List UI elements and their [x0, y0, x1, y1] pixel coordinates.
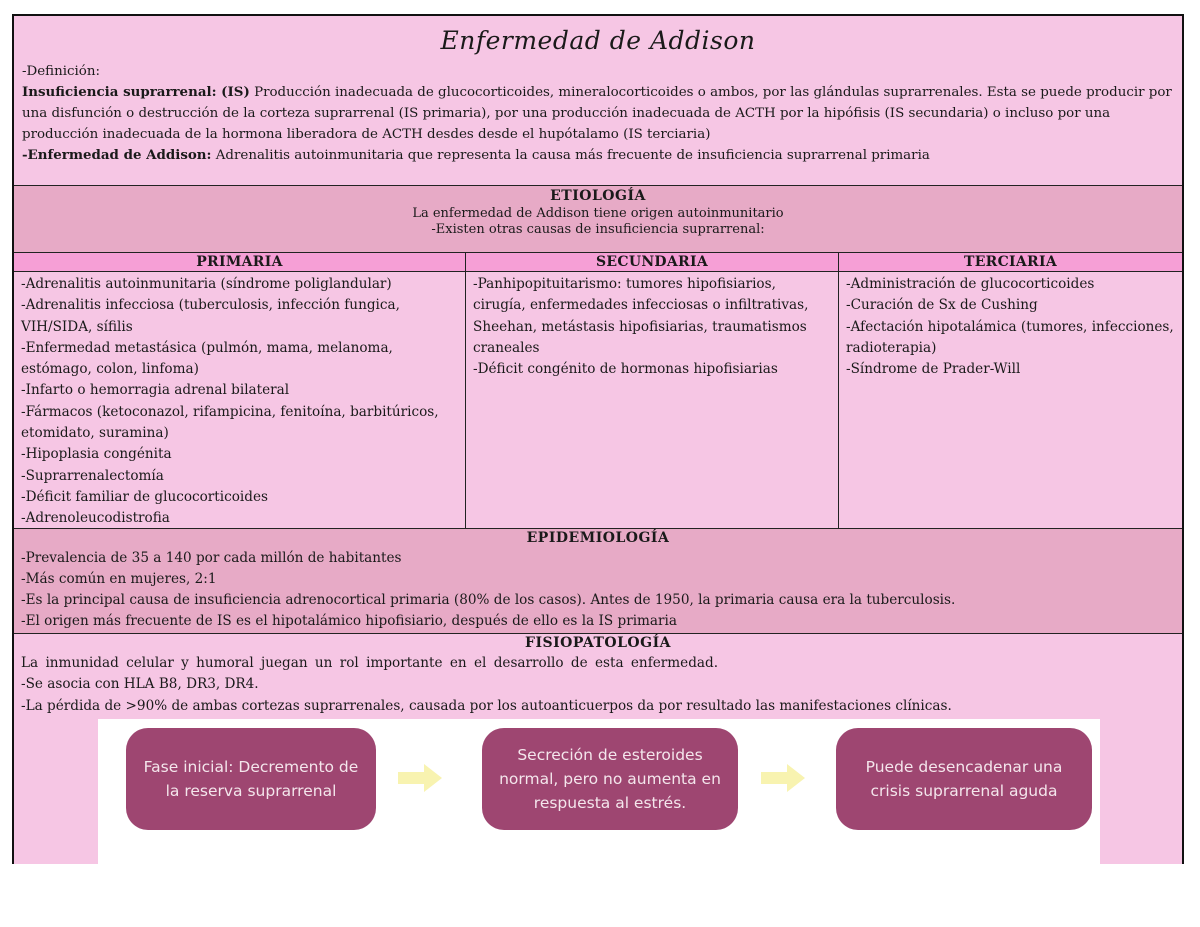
column-body	[14, 272, 465, 528]
list-item: -Es la principal causa de insuficiencia adrenocortical primaria (80% de los casos). Antes de 1950, la primaria causa era la tuberculosis.	[21, 592, 956, 608]
list-item: -Adrenalitis infecciosa (tuberculosis, infección fungica, VIH/SIDA, sífilis	[21, 297, 400, 335]
column-secundaria	[466, 252, 839, 528]
list-item: -Se asocia con HLA B8, DR3, DR4.	[21, 676, 259, 693]
addison-text: Adrenalitis autoinmunitaria que representa la causa más frecuente de insuficiencia suprarrenal primaria	[215, 148, 930, 163]
list-item: -Suprarrenalectomía	[21, 467, 164, 484]
arrow-right-icon	[398, 763, 442, 793]
addison-definition	[22, 145, 1174, 166]
epidemiology-section	[14, 528, 1182, 634]
list-item: -Déficit familiar de glucocorticoides	[21, 488, 268, 505]
is-definition	[22, 82, 1174, 145]
list-item: -Prevalencia de 35 a 140 por cada millón de habitantes	[21, 550, 402, 566]
list-item: -Enfermedad metastásica (pulmón, mama, melanoma, estómago, colon, linfoma)	[21, 339, 393, 378]
list-item: -Administración de glucocorticoides	[846, 276, 1095, 292]
list-item: -Panhipopituitarismo: tumores hipofisiarios, cirugía, enfermedades infecciosas o infiltrativas, Sheehan, metástasis hipofisiarias, traumatismos craneales	[473, 276, 809, 356]
etiology-title: ETIOLOGÍA	[550, 188, 646, 204]
etiology-line-2: -Existen otras causas de insuficiencia suprarrenal:	[431, 222, 765, 237]
list-item: -Afectación hipotalámica (tumores, infecciones, radioterapia)	[846, 318, 1174, 356]
list-item: -El origen más frecuente de IS es el hipotalámico hipofisiario, después de ello es la IS primaria	[21, 613, 677, 629]
addison-term: -Enfermedad de Addison:	[22, 147, 212, 163]
list-item: La inmunidad celular y humoral juegan un rol importante en el desarrollo de esta enfermedad.	[21, 655, 719, 671]
list-item: -Síndrome de Prader-Will	[846, 361, 1021, 378]
summary-sheet	[12, 14, 1184, 864]
arrow-right-icon	[761, 763, 805, 793]
column-body	[466, 272, 838, 528]
etiology-columns	[14, 252, 1182, 528]
flow-step-3: Puede desencadenar una crisis suprarrenal aguda	[836, 728, 1092, 830]
list-item: -Infarto o hemorragia adrenal bilateral	[21, 382, 290, 399]
page-title: Enfermedad de Addison	[440, 26, 756, 55]
column-terciaria	[839, 252, 1182, 528]
column-body	[839, 272, 1182, 528]
list-item: -Más común en mujeres, 2:1	[21, 571, 217, 587]
pathophysiology-title: FISIOPATOLOGÍA	[525, 635, 671, 651]
pathophysiology-section	[14, 634, 1182, 864]
list-item: -Fármacos (ketoconazol, rifampicina, fenitoína, barbitúricos, etomidato, suramina)	[21, 403, 439, 442]
definition-label: -Definición:	[22, 64, 101, 79]
etiology-line-1: La enfermedad de Addison tiene origen autoinmunitario	[412, 206, 784, 221]
list-item: -Déficit congénito de hormonas hipofisiarias	[473, 361, 778, 378]
column-header: SECUNDARIA	[466, 253, 838, 272]
list-item: -Adrenalitis autoinmunitaria (síndrome poliglandular)	[21, 276, 392, 292]
flow-step-1: Fase inicial: Decremento de la reserva suprarrenal	[126, 728, 376, 830]
is-term: Insuficiencia suprarrenal: (IS)	[22, 84, 250, 100]
is-text: Producción inadecuada de glucocorticoides, mineralocorticoides o ambos, por las glándulas suprarrenales. Esta se puede producir por una disfunción o destrucción de la corteza suprarrenal (IS primaria), por una producción inadecuada de ACTH por la hipófisis (IS secundaria) o incluso por una producción inadecuada de la hormona liberadora de ACTH desdes desde el hupótalamo (IS terciaria)	[22, 85, 1172, 142]
column-header: PRIMARIA	[14, 253, 465, 272]
list-item: -Adrenoleucodistrofia	[21, 510, 170, 527]
column-primaria	[14, 252, 466, 528]
list-item: -Hipoplasia congénita	[21, 446, 172, 463]
list-item: -Curación de Sx de Cushing	[846, 297, 1038, 314]
flow-step-2: Secreción de esteroides normal, pero no aumenta en respuesta al estrés.	[482, 728, 738, 830]
etiology-section	[14, 186, 1182, 252]
progression-diagram	[98, 719, 1100, 865]
definition-section	[14, 16, 1182, 186]
epidemiology-title: EPIDEMIOLOGÍA	[526, 530, 670, 546]
column-header: TERCIARIA	[839, 253, 1182, 272]
list-item: -La pérdida de >90% de ambas cortezas suprarrenales, causada por los autoanticuerpos da por resultado las manifestaciones clínicas.	[21, 697, 952, 714]
